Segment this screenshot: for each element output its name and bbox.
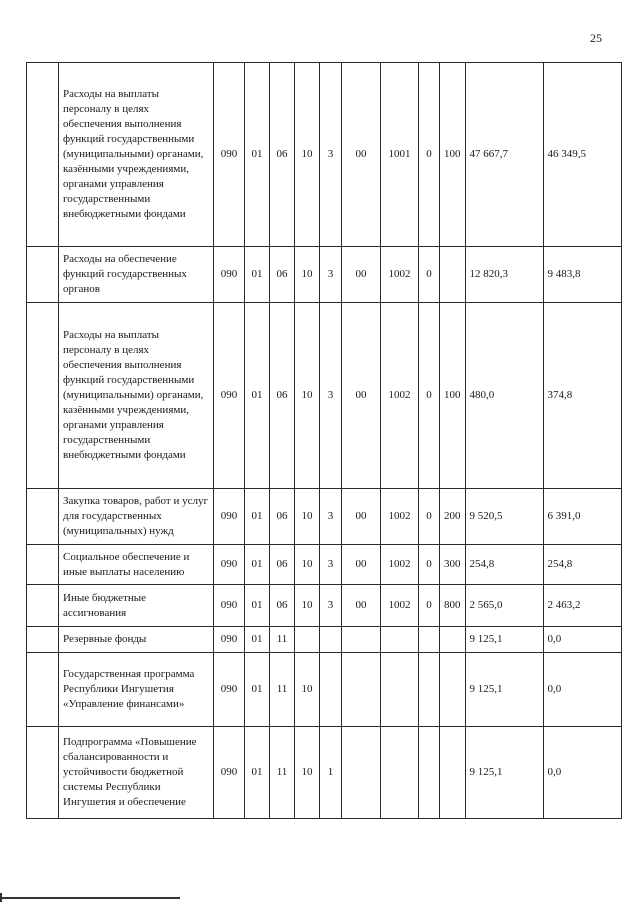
item-name: Закупка товаров, работ и услуг для государственных (муниципальных) нужд	[59, 489, 214, 545]
item-name: Резервные фонды	[59, 627, 214, 653]
section-code: 01	[245, 653, 270, 727]
admin-code: 090	[214, 653, 245, 727]
subprogram-code: 3	[320, 303, 342, 489]
row-number-cell	[27, 727, 59, 819]
admin-code: 090	[214, 545, 245, 585]
extra-code: 0	[419, 545, 440, 585]
section-code: 01	[245, 585, 270, 627]
amount-planned: 12 820,3	[465, 247, 543, 303]
row-number-cell	[27, 653, 59, 727]
subprogram-code: 3	[320, 585, 342, 627]
event-code	[342, 627, 381, 653]
expense-type-code: 200	[440, 489, 466, 545]
table-row	[27, 627, 622, 653]
subsection-code: 11	[270, 627, 295, 653]
expense-type-code: 100	[440, 303, 466, 489]
direction-code: 1001	[381, 63, 419, 247]
amount-executed: 46 349,5	[543, 63, 621, 247]
section-code: 01	[245, 727, 270, 819]
amount-executed: 9 483,8	[543, 247, 621, 303]
program-code: 10	[295, 545, 320, 585]
row-number-cell	[27, 627, 59, 653]
expense-type-code	[440, 627, 466, 653]
direction-code: 1002	[381, 585, 419, 627]
item-name: Подпрограмма «Повышение сбалансированности и устойчивости бюджетной системы Республики Ингушетия и обеспечение	[59, 727, 214, 819]
subsection-code: 11	[270, 727, 295, 819]
program-code: 10	[295, 247, 320, 303]
event-code: 00	[342, 63, 381, 247]
admin-code: 090	[214, 247, 245, 303]
table-row	[27, 489, 622, 545]
subsection-code: 06	[270, 247, 295, 303]
subprogram-code	[320, 627, 342, 653]
page-number: 25	[590, 31, 602, 45]
item-name: Государственная программа Республики Ингушетия «Управление финансами»	[59, 653, 214, 727]
subsection-code: 06	[270, 303, 295, 489]
amount-planned: 9 125,1	[465, 653, 543, 727]
program-code: 10	[295, 653, 320, 727]
subsection-code: 06	[270, 545, 295, 585]
subprogram-code: 1	[320, 727, 342, 819]
subprogram-code: 3	[320, 489, 342, 545]
extra-code: 0	[419, 63, 440, 247]
event-code: 00	[342, 303, 381, 489]
page-edge-line	[0, 897, 180, 899]
event-code: 00	[342, 545, 381, 585]
expense-type-code	[440, 727, 466, 819]
direction-code: 1002	[381, 303, 419, 489]
amount-planned: 9 125,1	[465, 727, 543, 819]
table-row	[27, 247, 622, 303]
subsection-code: 11	[270, 653, 295, 727]
section-code: 01	[245, 247, 270, 303]
admin-code: 090	[214, 63, 245, 247]
amount-planned: 9 125,1	[465, 627, 543, 653]
event-code: 00	[342, 489, 381, 545]
amount-planned: 47 667,7	[465, 63, 543, 247]
amount-planned: 2 565,0	[465, 585, 543, 627]
row-number-cell	[27, 247, 59, 303]
program-code: 10	[295, 727, 320, 819]
extra-code: 0	[419, 303, 440, 489]
section-code: 01	[245, 627, 270, 653]
amount-executed: 0,0	[543, 653, 621, 727]
item-name: Расходы на выплаты персоналу в целях обеспечения выполнения функций государственными (муниципальными) органами, казёнными учреждениями, органами управления государственными внебюджетными фондами	[59, 63, 214, 247]
direction-code: 1002	[381, 489, 419, 545]
program-code: 10	[295, 303, 320, 489]
extra-code	[419, 727, 440, 819]
amount-executed: 0,0	[543, 627, 621, 653]
expense-type-code	[440, 247, 466, 303]
admin-code: 090	[214, 489, 245, 545]
expense-type-code: 800	[440, 585, 466, 627]
row-number-cell	[27, 63, 59, 247]
item-name: Расходы на обеспечение функций государственных органов	[59, 247, 214, 303]
program-code	[295, 627, 320, 653]
extra-code	[419, 653, 440, 727]
table-row	[27, 727, 622, 819]
extra-code: 0	[419, 247, 440, 303]
subprogram-code: 3	[320, 545, 342, 585]
direction-code: 1002	[381, 247, 419, 303]
table-row	[27, 585, 622, 627]
expense-type-code: 100	[440, 63, 466, 247]
admin-code: 090	[214, 627, 245, 653]
section-code: 01	[245, 489, 270, 545]
subsection-code: 06	[270, 585, 295, 627]
item-name: Социальное обеспечение и иные выплаты населению	[59, 545, 214, 585]
extra-code: 0	[419, 585, 440, 627]
program-code: 10	[295, 63, 320, 247]
expense-type-code	[440, 653, 466, 727]
section-code: 01	[245, 545, 270, 585]
admin-code: 090	[214, 303, 245, 489]
item-name: Иные бюджетные ассигнования	[59, 585, 214, 627]
amount-executed: 254,8	[543, 545, 621, 585]
section-code: 01	[245, 303, 270, 489]
row-number-cell	[27, 545, 59, 585]
row-number-cell	[27, 489, 59, 545]
subprogram-code: 3	[320, 247, 342, 303]
direction-code: 1002	[381, 545, 419, 585]
direction-code	[381, 727, 419, 819]
extra-code: 0	[419, 489, 440, 545]
subprogram-code: 3	[320, 63, 342, 247]
amount-planned: 480,0	[465, 303, 543, 489]
admin-code: 090	[214, 585, 245, 627]
direction-code	[381, 653, 419, 727]
amount-executed: 0,0	[543, 727, 621, 819]
event-code	[342, 727, 381, 819]
amount-planned: 9 520,5	[465, 489, 543, 545]
amount-executed: 2 463,2	[543, 585, 621, 627]
table-row	[27, 63, 622, 247]
event-code: 00	[342, 247, 381, 303]
expense-type-code: 300	[440, 545, 466, 585]
section-code: 01	[245, 63, 270, 247]
extra-code	[419, 627, 440, 653]
event-code	[342, 653, 381, 727]
item-name: Расходы на выплаты персоналу в целях обеспечения выполнения функций государственными (муниципальными) органами, казёнными учреждениями, органами управления государственными внебюджетными фондами	[59, 303, 214, 489]
row-number-cell	[27, 303, 59, 489]
direction-code	[381, 627, 419, 653]
program-code: 10	[295, 585, 320, 627]
table-row	[27, 545, 622, 585]
amount-executed: 374,8	[543, 303, 621, 489]
table-row	[27, 303, 622, 489]
event-code: 00	[342, 585, 381, 627]
row-number-cell	[27, 585, 59, 627]
amount-executed: 6 391,0	[543, 489, 621, 545]
amount-planned: 254,8	[465, 545, 543, 585]
budget-table	[26, 62, 622, 819]
table-row	[27, 653, 622, 727]
program-code: 10	[295, 489, 320, 545]
admin-code: 090	[214, 727, 245, 819]
subprogram-code	[320, 653, 342, 727]
subsection-code: 06	[270, 489, 295, 545]
subsection-code: 06	[270, 63, 295, 247]
